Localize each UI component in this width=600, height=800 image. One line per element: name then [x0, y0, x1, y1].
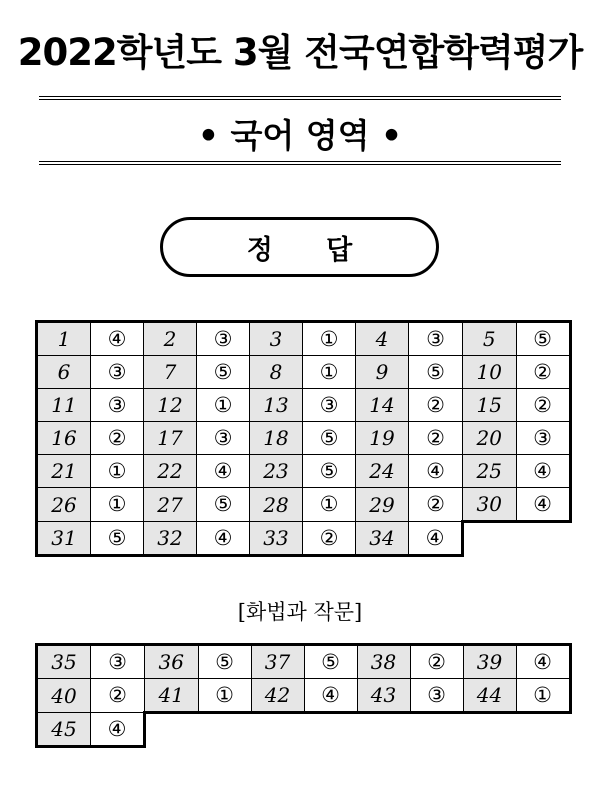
answer-choice: ⑤ [304, 645, 357, 679]
question-number: 37 [251, 645, 304, 679]
question-number: 35 [37, 645, 91, 679]
answer-choice: ② [410, 645, 463, 679]
answer-choice: ① [198, 679, 251, 713]
answer-choice: ④ [516, 455, 570, 488]
empty-cell [410, 713, 463, 747]
answer-choice: ② [516, 356, 570, 389]
answer-row [37, 322, 571, 356]
empty-cell [198, 713, 251, 747]
empty-cell [304, 713, 357, 747]
question-number: 38 [357, 645, 410, 679]
answer-choice: ③ [410, 679, 463, 713]
answer-row [37, 645, 571, 679]
question-number: 10 [463, 356, 517, 389]
divider-line [39, 96, 561, 97]
question-number: 33 [250, 522, 303, 556]
question-number: 27 [144, 488, 197, 522]
answer-choice: ③ [303, 389, 356, 422]
answer-choice: ① [303, 488, 356, 522]
question-number: 9 [356, 356, 409, 389]
question-number: 26 [37, 488, 91, 522]
answer-choice: ④ [409, 455, 463, 488]
answer-row [37, 422, 571, 455]
answer-choice: ④ [197, 455, 250, 488]
subject-title: • 국어 영역 • [197, 116, 403, 155]
question-number: 13 [250, 389, 303, 422]
answer-row [37, 713, 571, 747]
answer-choice: ② [91, 679, 145, 713]
answer-key-label: 정 답 [246, 234, 375, 266]
answer-key-heading [160, 217, 439, 277]
elective-answer-grid [35, 643, 572, 748]
empty-cell [463, 713, 516, 747]
exam-title: 2022학년도 3월 전국연합학력평가 [17, 31, 583, 74]
question-number: 17 [144, 422, 197, 455]
question-number: 11 [37, 389, 91, 422]
answer-choice: ③ [409, 322, 463, 356]
divider-line [39, 164, 561, 165]
answer-choice: ④ [516, 488, 570, 522]
question-number: 12 [144, 389, 197, 422]
answer-choice: ① [91, 455, 144, 488]
empty-cell [516, 522, 570, 556]
question-number: 34 [356, 522, 409, 556]
elective-section-label: [화법과 작문] [237, 600, 363, 624]
question-number: 25 [463, 455, 517, 488]
question-number: 19 [356, 422, 409, 455]
answer-choice: ④ [91, 713, 145, 747]
answer-choice: ④ [516, 645, 570, 679]
answer-choice: ⑤ [91, 522, 144, 556]
empty-cell [463, 522, 517, 556]
answer-choice: ② [409, 422, 463, 455]
answer-choice: ⑤ [303, 455, 356, 488]
answer-row [37, 522, 571, 556]
question-number: 36 [145, 645, 199, 679]
question-number: 18 [250, 422, 303, 455]
question-number: 40 [37, 679, 91, 713]
question-number: 30 [463, 488, 517, 522]
question-number: 16 [37, 422, 91, 455]
answer-choice: ③ [516, 422, 570, 455]
answer-choice: ① [91, 488, 144, 522]
question-number: 29 [356, 488, 409, 522]
answer-choice: ② [303, 522, 356, 556]
answer-choice: ③ [91, 356, 144, 389]
question-number: 15 [463, 389, 517, 422]
answer-choice: ① [303, 356, 356, 389]
answer-choice: ③ [91, 389, 144, 422]
answer-choice: ③ [197, 422, 250, 455]
answer-choice: ④ [91, 322, 144, 356]
question-number: 2 [144, 322, 197, 356]
divider-line [39, 99, 561, 100]
common-answer-grid [35, 320, 572, 557]
answer-row [37, 455, 571, 488]
empty-cell [251, 713, 304, 747]
answer-choice: ② [409, 488, 463, 522]
empty-cell [516, 713, 570, 747]
divider-line [39, 161, 561, 162]
question-number: 41 [145, 679, 199, 713]
answer-choice: ① [197, 389, 250, 422]
question-number: 3 [250, 322, 303, 356]
answer-choice: ① [516, 679, 570, 713]
answer-row [37, 389, 571, 422]
answer-choice: ② [91, 422, 144, 455]
question-number: 7 [144, 356, 197, 389]
question-number: 22 [144, 455, 197, 488]
answer-row [37, 356, 571, 389]
question-number: 44 [463, 679, 516, 713]
empty-cell [357, 713, 410, 747]
question-number: 24 [356, 455, 409, 488]
answer-choice: ⑤ [197, 356, 250, 389]
question-number: 1 [37, 322, 91, 356]
answer-choice: ⑤ [198, 645, 251, 679]
question-number: 23 [250, 455, 303, 488]
answer-choice: ③ [197, 322, 250, 356]
answer-choice: ⑤ [303, 422, 356, 455]
answer-choice: ④ [197, 522, 250, 556]
question-number: 21 [37, 455, 91, 488]
question-number: 39 [463, 645, 516, 679]
answer-choice: ④ [304, 679, 357, 713]
question-number: 8 [250, 356, 303, 389]
question-number: 31 [37, 522, 91, 556]
answer-choice: ⑤ [197, 488, 250, 522]
empty-cell [145, 713, 199, 747]
answer-row [37, 679, 571, 713]
answer-choice: ③ [91, 645, 145, 679]
answer-choice: ⑤ [409, 356, 463, 389]
question-number: 32 [144, 522, 197, 556]
answer-choice: ⑤ [516, 322, 570, 356]
answer-row [37, 488, 571, 522]
question-number: 43 [357, 679, 410, 713]
answer-choice: ② [409, 389, 463, 422]
question-number: 28 [250, 488, 303, 522]
question-number: 45 [37, 713, 91, 747]
answer-choice: ④ [409, 522, 463, 556]
question-number: 6 [37, 356, 91, 389]
answer-choice: ② [516, 389, 570, 422]
answer-choice: ① [303, 322, 356, 356]
question-number: 14 [356, 389, 409, 422]
question-number: 4 [356, 322, 409, 356]
question-number: 5 [463, 322, 517, 356]
question-number: 20 [463, 422, 517, 455]
question-number: 42 [251, 679, 304, 713]
